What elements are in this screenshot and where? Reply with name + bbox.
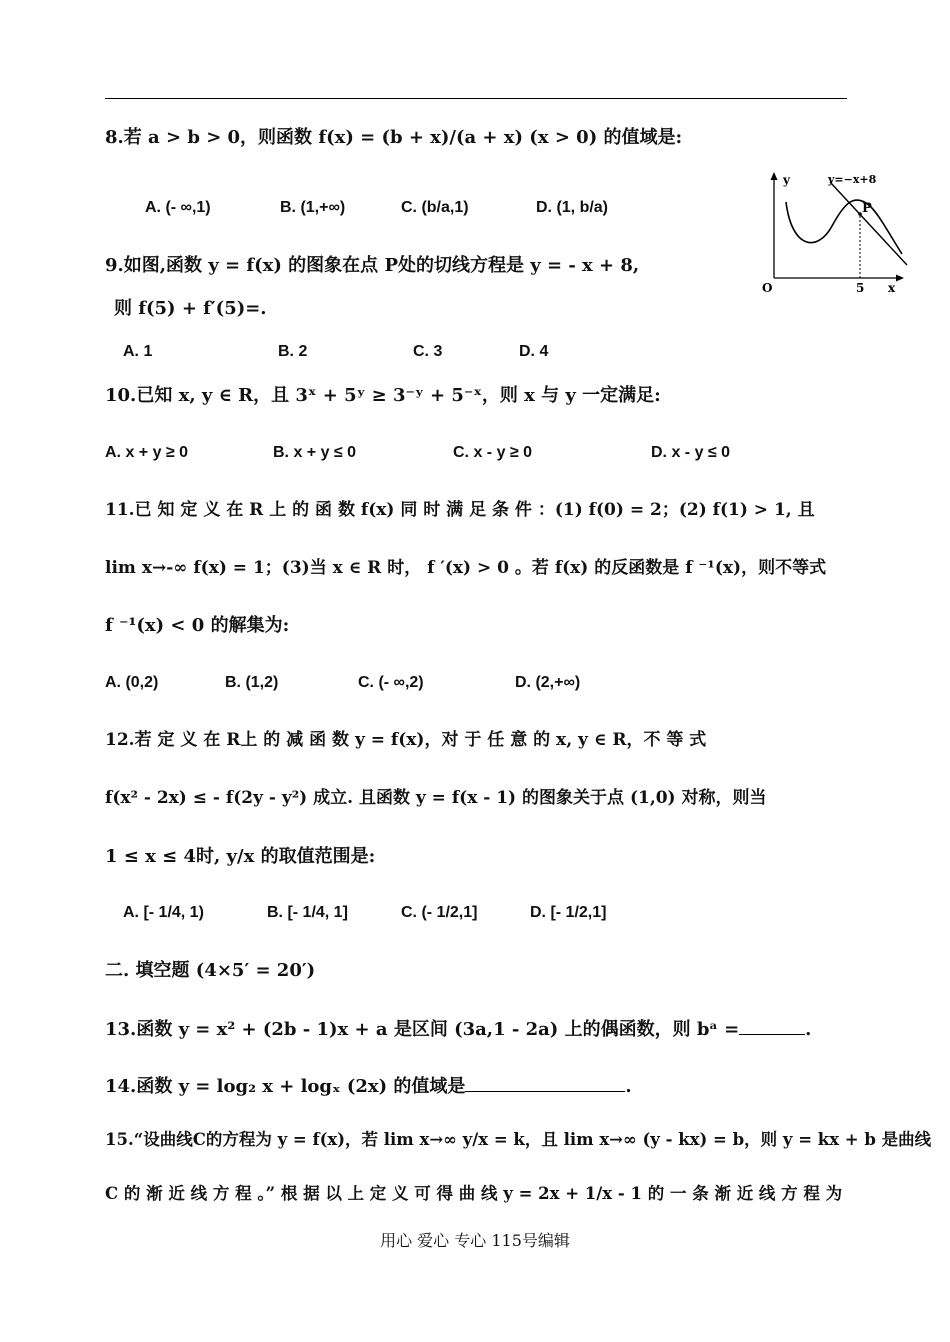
q12-line-1: 12.若 定 义 在 R上 的 减 函 数 y = f(x)，对 于 任 意 的 x, y ∈ R，不 等 式: [105, 730, 707, 750]
q11-option-c: C. (- ∞,2): [358, 674, 424, 691]
q8-option-a: A. (- ∞,1): [145, 199, 211, 216]
section-2-heading: 二. 填空题 (4×5′ = 20′): [105, 960, 316, 981]
q10-option-a: A. x + y ≥ 0: [105, 444, 189, 461]
tangent-line: [830, 182, 907, 265]
q11-option-a: A. (0,2): [105, 674, 159, 691]
q10-stem: 10.已知 x, y ∈ R，且 3ˣ + 5ʸ ≥ 3⁻ʸ + 5⁻ˣ，则 x 与 y 一定满足:: [105, 385, 661, 406]
q9-stem-2: 则 f(5) + f′(5)=.: [114, 298, 267, 319]
q9-option-c: C. 3: [413, 343, 443, 360]
q12-option-b: B. [- 1/4, 1]: [267, 904, 348, 921]
q10-option-d: D. x - y ≤ 0: [651, 444, 731, 461]
fig-label-p: P: [862, 201, 872, 216]
q14-answer-blank: [465, 1073, 625, 1092]
q12-option-c: C. (- 1/2,1]: [401, 904, 478, 921]
q11-option-b: B. (1,2): [225, 674, 279, 691]
q12-line-3: 1 ≤ x ≤ 4时, y/x 的取值范围是:: [105, 846, 376, 867]
q8-stem: 8.若 a > b > 0，则函数 f(x) = (b + x)/(a + x) (x > 0) 的值域是:: [105, 127, 683, 148]
y-axis-arrow-icon: [771, 172, 778, 180]
q12-option-a: A. [- 1/4, 1): [123, 904, 204, 921]
q10-option-b: B. x + y ≤ 0: [273, 444, 357, 461]
q15-line-1: 15.“设曲线C的方程为 y = f(x)，若 lim x→∞ y/x = k，且 lim x→∞ (y - kx) = b，则 y = kx + b 是曲线: [105, 1130, 932, 1149]
q15-line-2: C 的 渐 近 线 方 程 。” 根 据 以 上 定 义 可 得 曲 线 y = 2x + 1/x - 1 的 一 条 渐 近 线 方 程 为: [105, 1184, 843, 1203]
q8-option-d: D. (1, b/a): [536, 199, 609, 216]
page-footer: 用心 爱心 专心 115号编辑: [380, 1231, 570, 1250]
q11-line-3: f ⁻¹(x) < 0 的解集为:: [105, 615, 290, 636]
q12-line-2: f(x² - 2x) ≤ - f(2y - y²) 成立. 且函数 y = f(x - 1) 的图象关于点 (1,0) 对称，则当: [105, 788, 767, 808]
q12-option-d: D. [- 1/2,1]: [530, 904, 607, 921]
q9-stem: 9.如图,函数 y = f(x) 的图象在点 P处的切线方程是 y = - x + 8,: [105, 255, 640, 276]
header-rule: [105, 98, 847, 99]
q13-text: 13.函数 y = x² + (2b - 1)x + a 是区间 (3a,1 - 2a) 上的偶函数，则 bᵃ =: [105, 1019, 740, 1040]
q13-answer-blank: [739, 1016, 805, 1035]
x-axis-arrow-icon: [896, 275, 904, 282]
q8-option-b: B. (1,+∞): [280, 199, 346, 216]
q11-line-2: lim x→-∞ f(x) = 1；(3)当 x ∈ R 时， f ′(x) > 0 。若 f(x) 的反函数是 f ⁻¹(x)，则不等式: [105, 558, 827, 578]
q9-option-d: D. 4: [519, 343, 549, 360]
q9-option-a: A. 1: [123, 343, 153, 360]
q13-end: .: [805, 1019, 812, 1040]
q8-option-c: C. (b/a,1): [401, 199, 469, 216]
fig-label-tangent: y=−x+8: [828, 173, 877, 186]
q9-option-b: B. 2: [278, 343, 308, 360]
function-curve: [786, 200, 902, 254]
q13: [105, 1016, 850, 1042]
fig-label-origin: O: [762, 281, 773, 295]
q14-end: .: [625, 1076, 632, 1097]
q14: [105, 1073, 850, 1099]
q9-figure: [752, 170, 912, 295]
fig-label-x: x: [888, 281, 896, 295]
q11-line-1: 11.已 知 定 义 在 R 上 的 函 数 f(x) 同 时 满 足 条 件 ：(1) f(0) = 2；(2) f(1) > 1, 且: [105, 500, 815, 520]
q14-text: 14.函数 y = log₂ x + logₓ (2x) 的值域是: [105, 1076, 466, 1097]
fig-label-y: y: [783, 173, 790, 187]
fig-label-5: 5: [856, 281, 865, 295]
q11-option-d: D. (2,+∞): [515, 674, 581, 691]
q10-option-c: C. x - y ≥ 0: [453, 444, 533, 461]
